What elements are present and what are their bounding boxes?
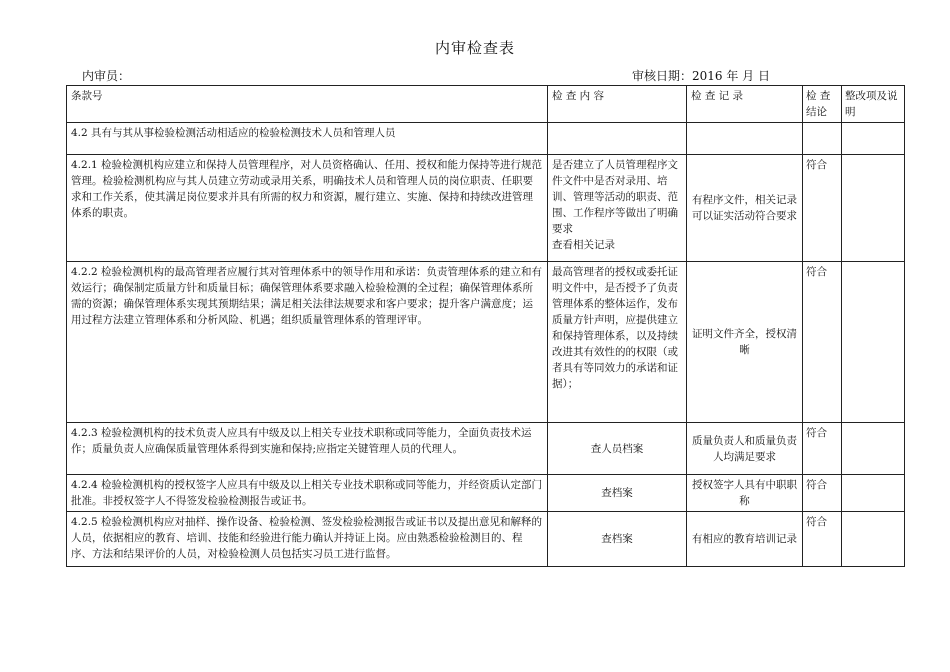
rectification-cell: [842, 262, 905, 423]
auditor-label: 内审员：: [82, 69, 131, 83]
section-rectification-cell: [842, 123, 905, 155]
table-row: [67, 155, 905, 262]
table-row: [67, 262, 905, 423]
conclusion-cell: 符合: [803, 512, 842, 567]
content-cell: 查档案: [548, 512, 687, 567]
record-cell: 授权签字人具有中职职称: [687, 475, 803, 512]
rectification-cell: [842, 475, 905, 512]
record-cell: 质量负责人和质量负责人均满足要求: [687, 423, 803, 475]
content-cell: 是否建立了人员管理程序文件文件中是否对录用、培训、管理等活动的职责、范围、工作程序等做出了明确要求 查看相关记录: [548, 155, 687, 262]
rectification-cell: [842, 512, 905, 567]
header-content: 检 查 内 容: [548, 86, 687, 123]
header-conclusion: 检 查 结论: [803, 86, 842, 123]
clause-cell: 4.2.3 检验检测机构的技术负责人应具有中级及以上相关专业技术职称或同等能力，全面负责技术运作；质量负责人应确保质量管理体系得到实施和保持;应指定关键管理人员的代理人。: [67, 423, 548, 475]
clause-cell: 4.2.2 检验检测机构的最高管理者应履行其对管理体系中的领导作用和承诺：负责管理体系的建立和有效运行；确保制定质量方针和质量目标；确保管理体系要求融入检验检测的全过程；确保管理体系所需的资源；确保管理体系实现其预期结果；满足相关法律法规要求和客户要求；提升客户满意度；运用过程方法建立管理体系和分析风险、机遇；组织质量管理体系的管理评审。: [67, 262, 548, 423]
conclusion-cell: 符合: [803, 475, 842, 512]
header-record: 检 查 记 录: [687, 86, 803, 123]
audit-date-label: 审核日期：2016 年 月 日: [632, 69, 770, 83]
rectification-cell: [842, 423, 905, 475]
content-cell: 最高管理者的授权或委托证明文件中，是否授予了负责管理体系的整体运作，发布质量方针声明，应提供建立和保持管理体系，以及持续改进其有效性的的权限（或者具有等同效力的承诺和证据）；: [548, 262, 687, 423]
content-cell: 查档案: [548, 475, 687, 512]
header-rectification: 整改项及说明: [842, 86, 905, 123]
clause-cell: 4.2.4 检验检测机构的授权签字人应具有中级及以上相关专业技术职称或同等能力，并经资质认定部门批准。非授权签字人不得签发检验检测报告或证书。: [67, 475, 548, 512]
section-title: 4.2 具有与其从事检验检测活动相适应的检验检测技术人员和管理人员: [67, 123, 548, 155]
conclusion-cell: 符合: [803, 423, 842, 475]
checklist-table: [66, 85, 905, 567]
rectification-cell: [842, 155, 905, 262]
record-cell: 证明文件齐全，授权清晰: [687, 262, 803, 423]
table-row: [67, 475, 905, 512]
header-row: [67, 86, 905, 123]
conclusion-cell: 符合: [803, 262, 842, 423]
table-row: [67, 423, 905, 475]
record-cell: 有相应的教育培训记录: [687, 512, 803, 567]
section-conclusion-cell: [803, 123, 842, 155]
table-row: [67, 512, 905, 567]
header-clause: 条款号: [67, 86, 548, 123]
conclusion-cell: 符合: [803, 155, 842, 262]
record-cell: 有程序文件，相关记录可以证实活动符合要求: [687, 155, 803, 262]
section-record-cell: [687, 123, 803, 155]
clause-cell: 4.2.1 检验检测机构应建立和保持人员管理程序，对人员资格确认、任用、授权和能力保持等进行规范管理。检验检测机构应与其人员建立劳动或录用关系，明确技术人员和管理人员的岗位职责、任职要求和工作关系，使其满足岗位要求并具有所需的权力和资源，履行建立、实施、保持和持续改进管理体系的职责。: [67, 155, 548, 262]
content-cell: 查人员档案: [548, 423, 687, 475]
clause-cell: 4.2.5 检验检测机构应对抽样、操作设备、检验检测、签发检验检测报告或证书以及提出意见和解释的人员，依据相应的教育、培训、技能和经验进行能力确认并持证上岗。应由熟悉检验检测目的、程序、方法和结果评价的人员，对检验检测人员包括实习员工进行监督。: [67, 512, 548, 567]
section-row: [67, 123, 905, 155]
page-title: 内审检查表: [434, 39, 515, 57]
section-content-cell: [548, 123, 687, 155]
